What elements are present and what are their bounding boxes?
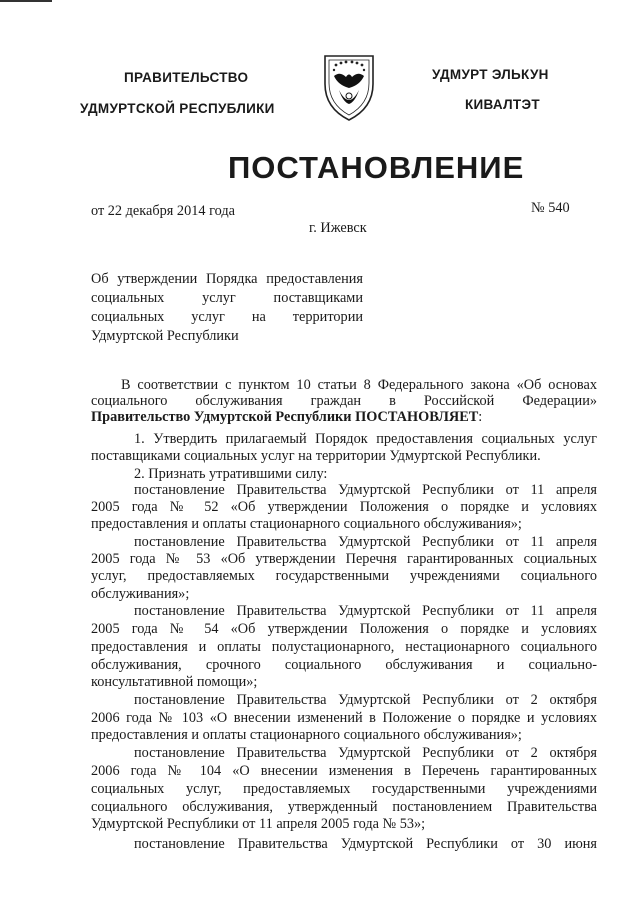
item-2-line-1: 2. Признать утратившими силу: [134, 466, 328, 482]
item-1-line-1: 1. Утвердить прилагаемый Порядок предоставления социальных услуг [134, 431, 597, 447]
item-3-line-1: постановление Правительства Удмуртской Республики от 11 апреля [134, 482, 597, 498]
intro-bold-phrase: Правительство Удмуртской Республики ПОСТАНОВЛЯЕТ [91, 409, 479, 425]
subject-line-1: Об утверждении Порядка предоставления [91, 271, 363, 287]
header-left-line1: ПРАВИТЕЛЬСТВО [124, 70, 249, 85]
item-4-line-4: обслуживания»; [91, 586, 190, 602]
item-5-line-2: 2005 года № 54 «Об утверждении Положения о порядке и условиях [91, 621, 597, 637]
item-7-line-4: социального обслуживания, утвержденный постановлением Правительства [91, 799, 597, 815]
header-right-line2: КИВАЛТЭТ [465, 97, 540, 112]
item-7-line-3: социальных услуг, предоставляемых государственными учреждениями [91, 781, 597, 797]
item-5-line-3: предоставления и оплаты полустационарного, нестационарного социального [91, 639, 597, 655]
subject-line-2: социальных услуг поставщиками [91, 290, 363, 306]
item-7-line-2: 2006 года № 104 «О внесении изменения в Перечень гарантированных [91, 763, 597, 779]
item-7-line-1: постановление Правительства Удмуртской Республики от 2 октября [134, 745, 597, 761]
item-3-line-2: 2005 года № 52 «Об утверждении Положения о порядке и условиях [91, 499, 597, 515]
intro-line-3 [91, 409, 482, 426]
document-date: от 22 декабря 2014 года [91, 203, 235, 219]
item-5-line-1: постановление Правительства Удмуртской Республики от 11 апреля [134, 603, 597, 619]
document-number: № 540 [531, 200, 570, 216]
item-6-line-2: 2006 года № 103 «О внесении изменений в Положение о порядке и условиях [91, 710, 597, 726]
subject-line-4: Удмуртской Республики [91, 328, 239, 344]
item-1-line-2: поставщиками социальных услуг на территории Удмуртской Республики. [91, 448, 541, 464]
document-title: ПОСТАНОВЛЕНИЕ [228, 150, 525, 185]
item-6-line-3: предоставления и оплаты стационарного социального обслуживания»; [91, 727, 522, 743]
item-7-line-5: Удмуртской Республики от 11 апреля 2005 года № 53»; [91, 816, 426, 832]
item-4-line-2: 2005 года № 53 «Об утверждении Перечня гарантированных социальных [91, 551, 597, 567]
subject-line-3: социальных услуг на территории [91, 309, 363, 325]
item-4-line-3: услуг, предоставляемых государственными учреждениями социального [91, 568, 597, 584]
intro-line-1: В соответствии с пунктом 10 статьи 8 Федерального закона «Об основах [121, 377, 597, 393]
document-city: г. Ижевск [309, 220, 367, 236]
item-3-line-3: предоставления и оплаты стационарного социального обслуживания»; [91, 516, 522, 532]
scan-artifact [0, 0, 52, 2]
intro-colon: : [478, 409, 483, 425]
coat-of-arms-emblem-icon [322, 52, 376, 122]
header-right-line1: УДМУРТ ЭЛЬКУН [432, 67, 549, 82]
item-5-line-4: обслуживания, срочного социального обслуживания и социально- [91, 657, 597, 673]
item-8-line-1: постановление Правительства Удмуртской Республики от 30 июня [134, 836, 597, 852]
item-4-line-1: постановление Правительства Удмуртской Республики от 11 апреля [134, 534, 597, 550]
intro-line-2: социального обслуживания граждан в Российской Федерации» [91, 393, 597, 409]
item-6-line-1: постановление Правительства Удмуртской Республики от 2 октября [134, 692, 597, 708]
item-5-line-5: консультативной помощи»; [91, 674, 258, 690]
header-left-line2: УДМУРТСКОЙ РЕСПУБЛИКИ [80, 101, 275, 116]
